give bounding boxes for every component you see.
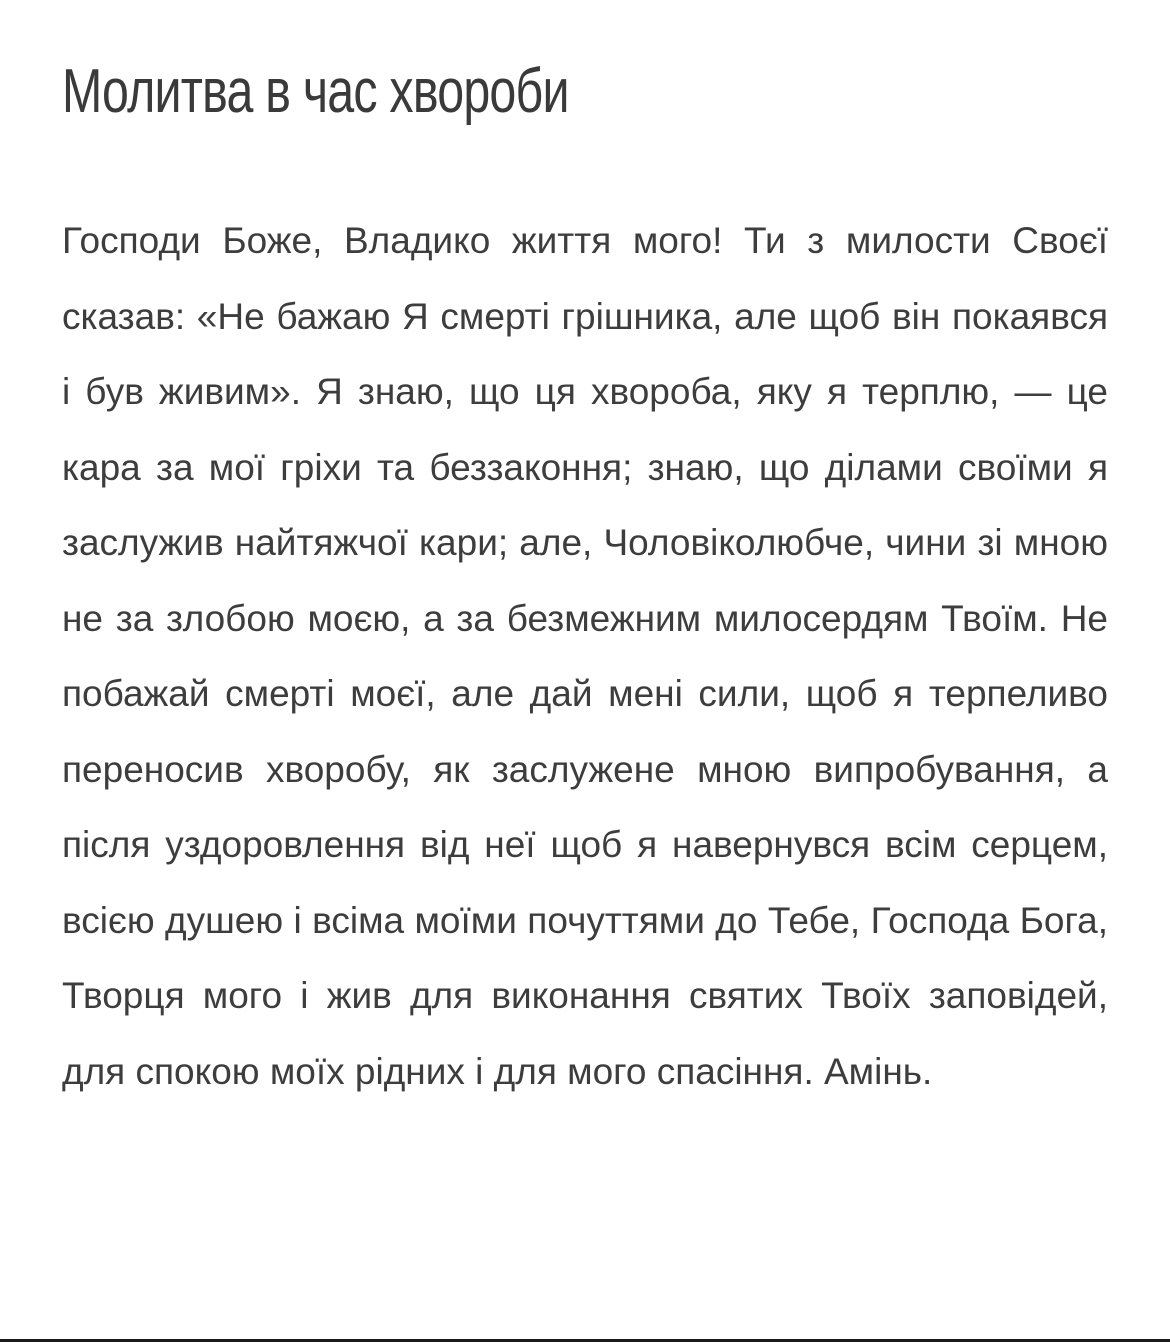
- page-title: Молитва в час хвороби: [62, 57, 569, 126]
- prayer-text: Господи Боже, Владико життя мого! Ти з милости Своєї сказав: «Не бажаю Я смерті грішника, але щоб він покаявся і був живим». Я знаю, що ця хвороба, яку я терплю, — це кара за мої гріхи та беззаконня; знаю, що ділами своїми я заслужив найтяжчої кари; але, Чоловіколюбче, чини зі мною не за злобою моєю, а за безмежним милосердям Твоїм. Не побажай смерті моєї, але дай мені сили, щоб я терпеливо переносив хворобу, як заслужене мною випробування, а після уздоровлення від неї щоб я навернувся всім серцем, всією душею і всіма моїми почуттями до Тебе, Господа Бога, Творця мого і жив для виконання святих Твоїх заповідей, для спокою моїх рідних і для мого спасіння. Амінь.: [62, 220, 1108, 1092]
